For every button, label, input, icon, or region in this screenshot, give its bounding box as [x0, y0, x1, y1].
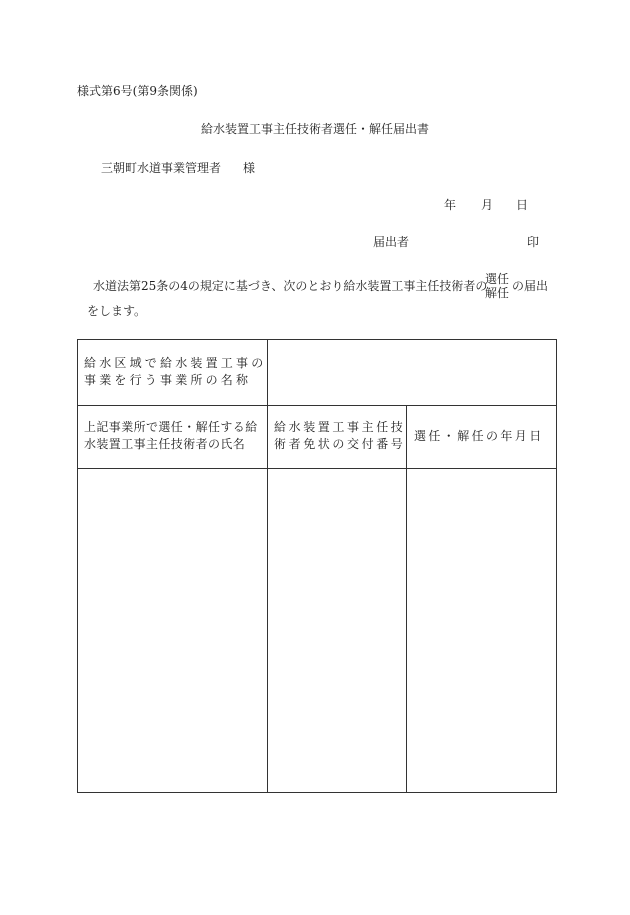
document-title: 給水装置工事主任技術者選任・解任届出書 — [200, 122, 429, 136]
table-column-divider — [267, 340, 268, 792]
seal-mark: 印 — [527, 235, 540, 249]
appointment-date-header: 選任・解任の年月日 — [414, 429, 544, 443]
appointment-choice — [485, 272, 509, 300]
form-number: 様式第6号(第9条関係) — [77, 84, 198, 98]
form-table — [77, 339, 557, 793]
technician-name-header: 上記事業所で選任・解任する給 水装置工事主任技術者の氏名 — [84, 420, 258, 451]
choice-appoint: 選任 — [485, 272, 510, 286]
license-number-header: 給水装置工事主任技 術者免状の交付番号 — [274, 420, 406, 451]
date-day-label: 日 — [516, 198, 529, 212]
table-row-divider — [78, 405, 556, 406]
addressee-name: 三朝町水道事業管理者 — [101, 161, 222, 175]
body-text-line1: 水道法第25条の4の規定に基づき、次のとおり給水装置工事主任技術者の — [93, 279, 488, 293]
body-text-suffix: の届出 — [512, 279, 549, 293]
applicant-label: 届出者 — [373, 235, 410, 249]
addressee-honorific: 様 — [243, 161, 256, 175]
date-month-label: 月 — [481, 198, 494, 212]
choice-dismiss: 解任 — [485, 286, 510, 300]
table-row-divider — [78, 468, 556, 469]
body-text-line2: をします。 — [87, 304, 147, 318]
date-year-label: 年 — [444, 198, 457, 212]
table-column-divider — [406, 405, 407, 792]
office-name-header: 給水区域で給水装置工事の 事業を行う事業所の名称 — [84, 356, 267, 387]
